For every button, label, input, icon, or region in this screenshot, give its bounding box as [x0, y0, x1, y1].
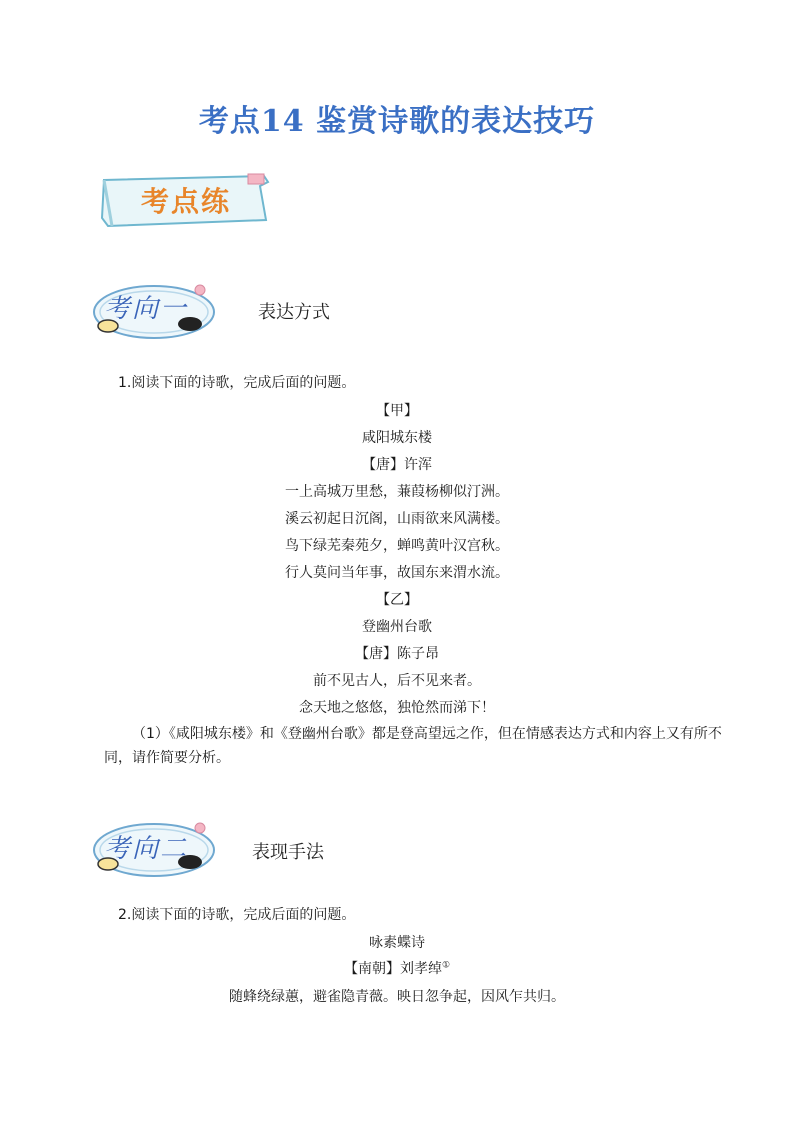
poem3-line: 随蜂绕绿蕙，避雀隐青薇。映日忽争起，因风乍共归。	[229, 989, 565, 1005]
banner-label: 考点练	[140, 185, 231, 218]
poem3-title: 咏素蝶诗	[369, 935, 425, 951]
poem1-line: 行人莫问当年事，故国东来渭水流。	[285, 565, 509, 581]
question-2: 2.阅读下面的诗歌，完成后面的问题。	[118, 907, 356, 923]
poem3-author: 【南朝】刘孝绰	[343, 961, 442, 977]
section2-badge: 考向二	[104, 834, 189, 864]
question-1: 1.阅读下面的诗歌，完成后面的问题。	[118, 375, 356, 391]
page-title: 考点14 鉴赏诗歌的表达技巧	[198, 104, 596, 139]
poem2-author: 【唐】陈子昂	[355, 646, 439, 662]
poem1-author: 【唐】许浑	[362, 457, 432, 473]
poem1-line: 一上高城万里愁，蒹葭杨柳似汀洲。	[285, 484, 509, 500]
poem1-line: 溪云初起日沉阁，山雨欲来风满楼。	[285, 511, 509, 527]
section1-badge: 考向一	[104, 294, 189, 324]
poem1-tag: 【甲】	[376, 403, 418, 419]
section2-title: 表现手法	[252, 842, 324, 863]
section1-title: 表达方式	[258, 302, 330, 323]
poem2-line: 前不见古人，后不见来者。	[313, 673, 481, 689]
poem2-title: 登幽州台歌	[362, 619, 432, 635]
poem1-title: 咸阳城东楼	[362, 430, 432, 446]
poem2-tag: 【乙】	[376, 592, 418, 608]
poem1-line: 鸟下绿芜秦苑夕，蝉鸣黄叶汉宫秋。	[285, 538, 509, 554]
poem2-line: 念天地之悠悠，独怆然而涕下！	[299, 700, 495, 716]
subquestion-1: （1）《咸阳城东楼》和《登幽州台歌》都是登高望远之作，但在情感表达方式和内容上又有所不同，请作简要分析。	[104, 726, 722, 766]
poem3-author-line	[0, 958, 794, 978]
footnote-mark: ①	[441, 960, 451, 971]
